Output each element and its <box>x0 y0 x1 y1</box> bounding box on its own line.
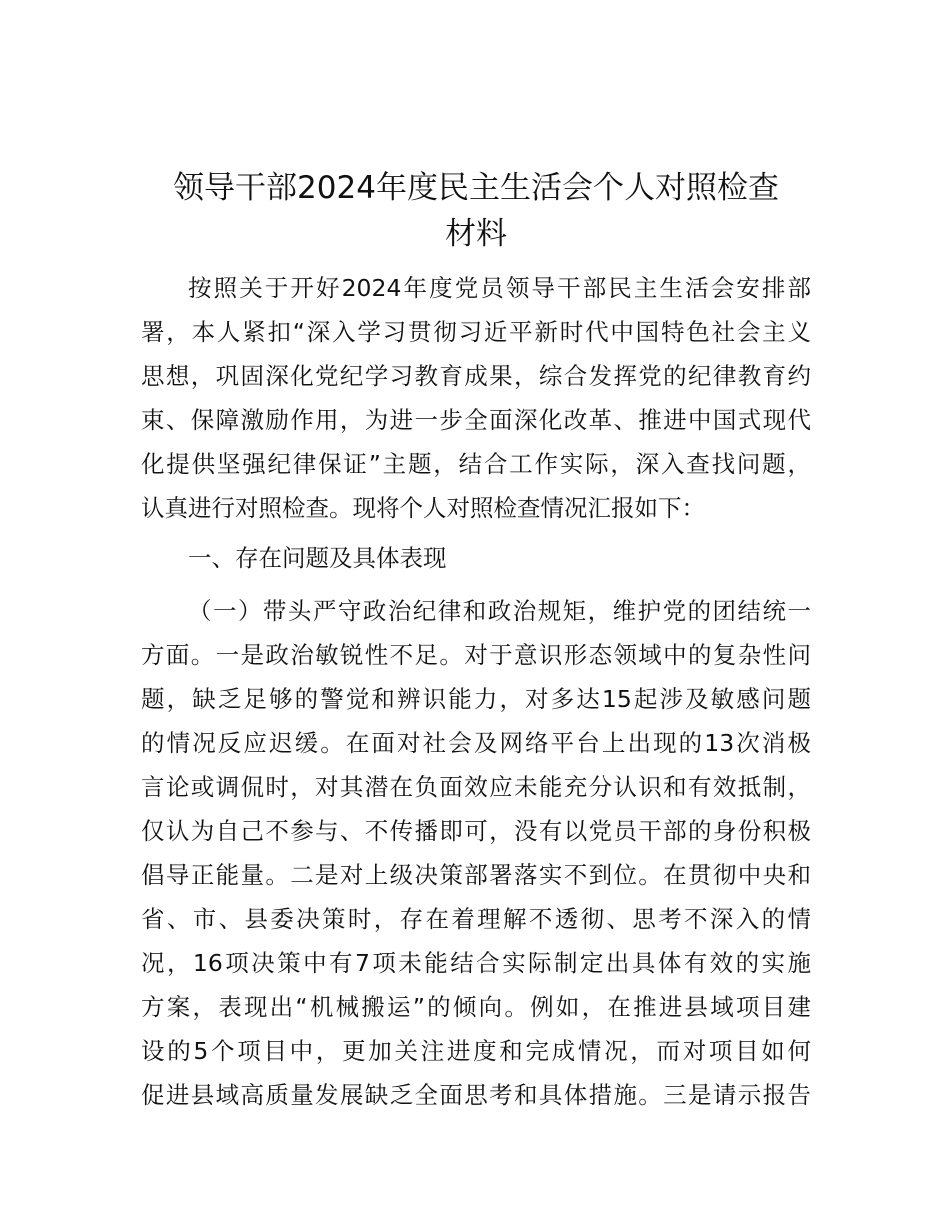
paragraph-line: 署，本人紧扣“深入学习贯彻习近平新时代中国特色社会主义 <box>141 318 811 346</box>
paragraph-line: 促进县域高质量发展缺乏全面思考和具体措施。三是请示报告 <box>141 1081 811 1109</box>
section-heading: 一、存在问题及具体表现 <box>188 544 447 572</box>
paragraph-line: 思想，巩固深化党纪学习教育成果，综合发挥党的纪律教育约 <box>141 362 811 390</box>
document-title-line-2: 材料 <box>445 216 507 252</box>
paragraph-line: （一）带头严守政治纪律和政治规矩，维护党的团结统一 <box>188 597 811 625</box>
paragraph-line: 况，16项决策中有7项未能结合实际制定出具体有效的实施 <box>141 949 811 977</box>
paragraph-line: 题，缺乏足够的警觉和辨识能力，对多达15起涉及敏感问题 <box>141 685 811 713</box>
paragraph-line: 认真进行对照检查。现将个人对照检查情况汇报如下： <box>141 494 705 522</box>
paragraph-line: 的情况反应迟缓。在面对社会及网络平台上出现的13次消极 <box>141 729 811 757</box>
paragraph-line: 倡导正能量。二是对上级决策部署落实不到位。在贯彻中央和 <box>141 861 811 889</box>
paragraph-line: 设的5个项目中，更加关注进度和完成情况，而对项目如何 <box>141 1037 811 1065</box>
paragraph-line: 按照关于开好2024年度党员领导干部民主生活会安排部 <box>188 274 811 302</box>
paragraph-line: 方案，表现出“机械搬运”的倾向。例如，在推进县域项目建 <box>141 993 811 1021</box>
paragraph-line: 言论或调侃时，对其潜在负面效应未能充分认识和有效抵制， <box>141 773 811 801</box>
paragraph-line: 省、市、县委决策时，存在着理解不透彻、思考不深入的情 <box>141 905 811 933</box>
paragraph-line: 化提供坚强纪律保证”主题，结合工作实际，深入查找问题， <box>141 450 811 478</box>
document-title-line-1: 领导干部2024年度民主生活会个人对照检查 <box>173 170 779 206</box>
paragraph-line: 方面。一是政治敏锐性不足。对于意识形态领域中的复杂性问 <box>141 641 811 669</box>
paragraph-line: 束、保障激励作用，为进一步全面深化改革、推进中国式现代 <box>141 406 811 434</box>
paragraph-line: 仅认为自己不参与、不传播即可，没有以党员干部的身份积极 <box>141 817 811 845</box>
